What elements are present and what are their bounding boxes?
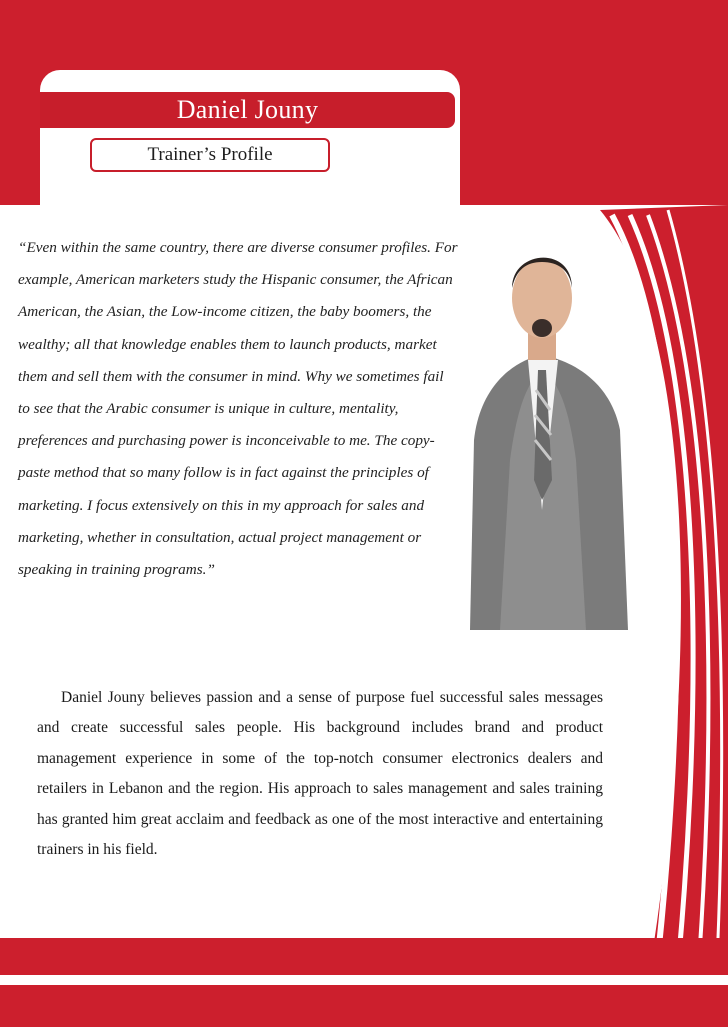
trainer-quote: “Even within the same country, there are diverse consumer profiles. For example, American marketers study the Hispanic consumer, the African American, the Asian, the Low-income citizen, the baby boomers, the wealthy; all that knowledge enables them to launch products, market them and sell them with the consumer in mind. Why we sometimes fail to see that the Arabic consumer is unique in culture, mentality, preferences and purchasing power is inconceivable to me. The copy-paste method that so many follow is in fact against the principles of marketing. I focus extensively on this in my approach for sales and marketing, whether in consultation, actual project management or speaking in training programs.” (18, 239, 458, 579)
name-banner (40, 92, 455, 128)
footer-white-stripe (0, 975, 728, 985)
trainer-portrait-icon (460, 210, 630, 630)
subtitle-banner (90, 138, 330, 172)
profile-subtitle: Trainer’s Profile (147, 144, 273, 165)
trainer-name: Daniel Jouny (176, 95, 319, 124)
trainer-bio: Daniel Jouny believes passion and a sense of purpose fuel successful sales messages and create successful sales people. His background includes brand and product management experience in some of the top-notch consumer electronics dealers and retailers in Lebanon and the region. His approach to sales management and sales training has granted him great acclaim and feedback as one of the most interactive and entertaining trainers in his field. (37, 689, 603, 859)
